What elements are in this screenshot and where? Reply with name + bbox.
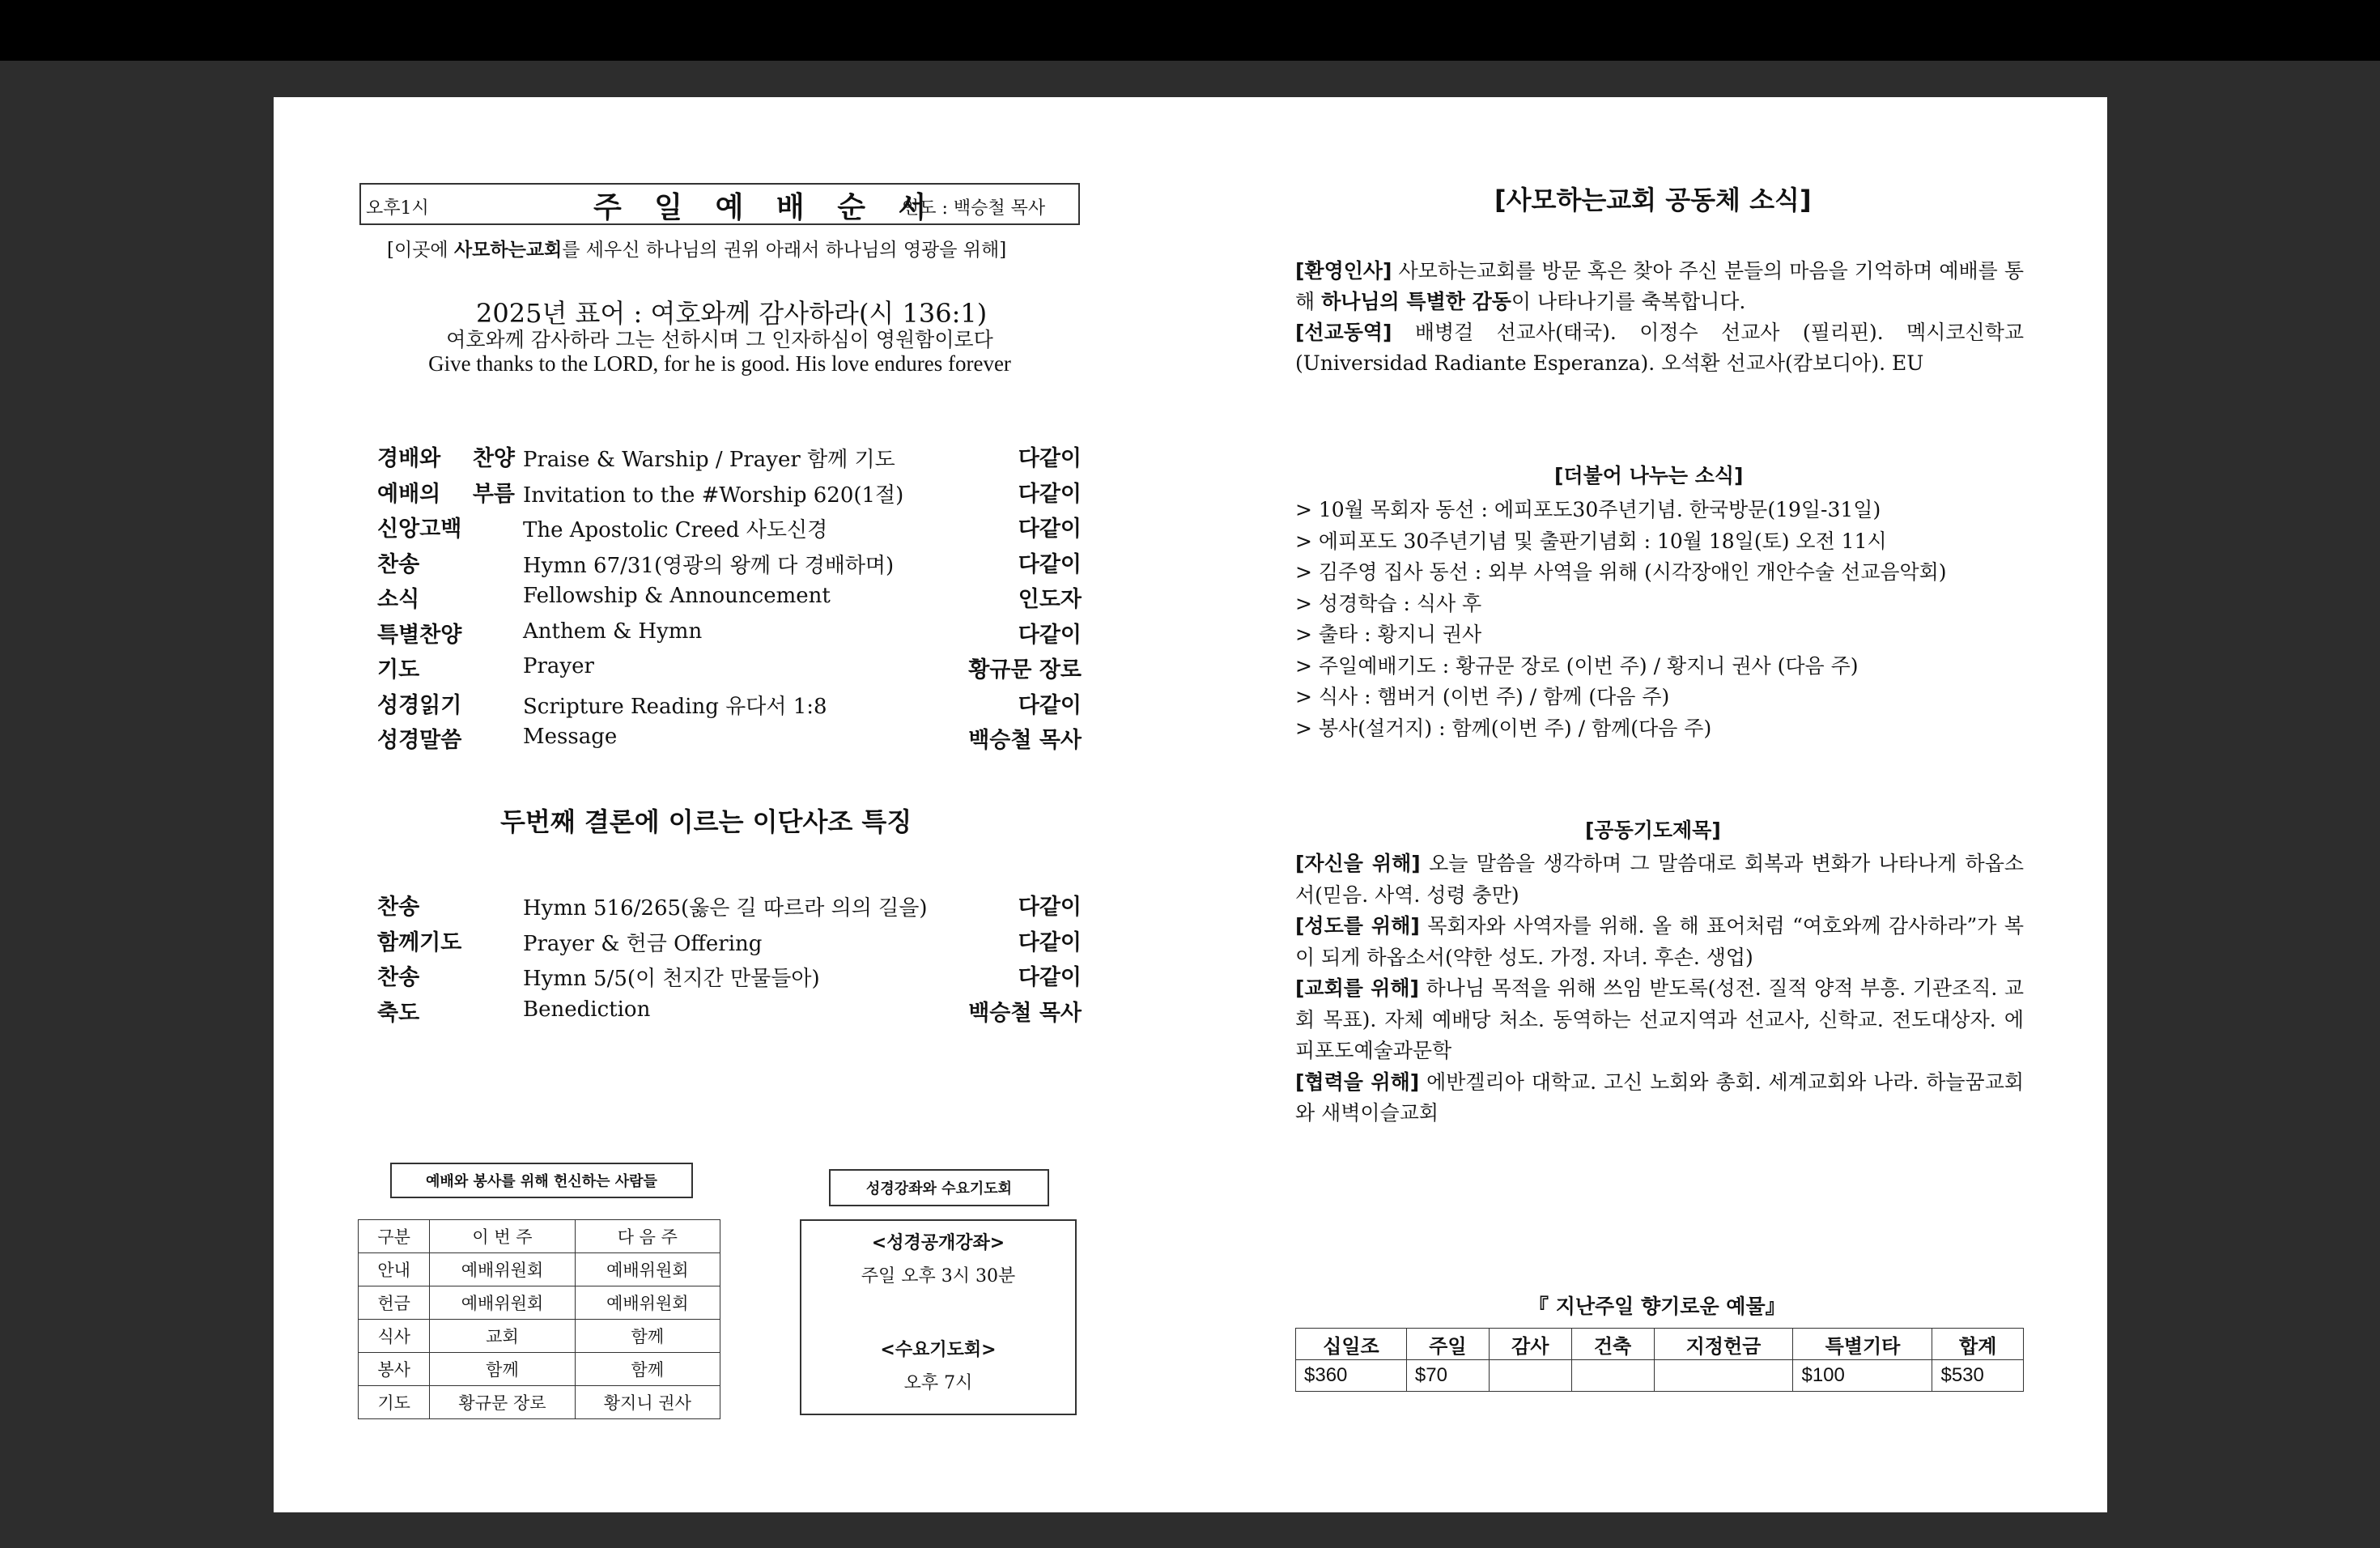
motto-english: Give thanks to the LORD, for he is good. His love endures forever [428, 351, 1011, 376]
worship-order-row [377, 511, 1082, 543]
table-cell: 식사 [359, 1320, 430, 1353]
worship-order-leader: 황규문 장로 [968, 657, 1082, 683]
serve-header: 구분 [359, 1220, 430, 1253]
worship-order-leader: 백승철 목사 [968, 728, 1082, 753]
worship-order-label: 신앙고백 [377, 517, 462, 542]
header-subtitle: [이곳에 사모하는교회를 세우신 하나님의 권위 아래서 하나님의 영광을 위해] [387, 240, 1007, 261]
worship-order-leader: 인도자 [1018, 587, 1082, 612]
worship-order-row [377, 652, 1082, 684]
table-cell: 안내 [359, 1253, 430, 1286]
worship-order-description: Fellowship & Announcement [523, 584, 831, 608]
table-cell: 봉사 [359, 1353, 430, 1386]
sharing-title: [더불어 나누는 소식] [1554, 464, 1744, 487]
worship-order-description: Hymn 5/5(이 천지간 만물들아) [523, 967, 820, 991]
worship-order-label: 찬송 [377, 895, 420, 920]
offering-header: 주일 [1406, 1329, 1489, 1360]
prayer-paragraph: [자신을 위해] 오늘 말씀을 생각하며 그 말씀대로 회복과 변화가 나타나게 하옵소서(믿음. 사역. 성령 충만) [성도를 위해] 목회자와 사역자를 위해. 올 해 표어처럼 “여호와께 감사하라”가 복이 되게 하옵소서(약한 성도. 가정. 자녀. 후손. 생업) [교회를 위해] 하나님 목적을 위해 쓰임 받도록(성전. 질적 양적 부흥. 기관조직. 교회 목표). 자체 예배당 처소. 동역하는 선교지역과 선교사, 신학교. 전도대상자. 에피포도예술과문학 [협력을 위해] 에반겔리아 대학교. 고신 노회와 총회. 세계교회와 나라. 하늘꿈교회와 새벽이슬교회 [1295, 852, 2025, 1125]
serve-label: 예배와 봉사를 위해 헌신하는 사람들 [390, 1163, 693, 1198]
wednesday-prayer-title: <수요기도회> [880, 1340, 997, 1360]
community-title: [사모하는교회 공동체 소식] [1494, 185, 1812, 215]
offering-value: $530 [1932, 1360, 2024, 1392]
worship-order-description: The Apostolic Creed 사도신경 [523, 518, 828, 542]
worship-order-leader: 다같이 [1018, 929, 1082, 955]
bulletin-page [274, 97, 2107, 1512]
worship-order-leader: 백승철 목사 [968, 1000, 1082, 1026]
worship-order-description: Hymn 67/31(영광의 왕께 다 경배하며) [523, 553, 895, 578]
table-cell: 예배위원회 [575, 1286, 720, 1320]
worship-order-label: 함께기도 [377, 929, 462, 955]
table-row [359, 1320, 720, 1353]
table-cell: 함께 [575, 1320, 720, 1353]
offering-value [1654, 1360, 1793, 1392]
worship-order-row [377, 581, 1082, 614]
table-cell: 황지니 권사 [575, 1386, 720, 1419]
table-cell: 함께 [575, 1353, 720, 1386]
table-cell: 예배위원회 [575, 1253, 720, 1286]
offering-header: 건축 [1571, 1329, 1654, 1360]
list-item: > 출타 : 황지니 권사 [1295, 623, 1482, 646]
worship-order-label: 찬송 [377, 551, 420, 577]
motto-korean: 여호와께 감사하라 그는 선하시며 그 인자하심이 영원함이로다 [446, 328, 993, 351]
worship-order-description: Hymn 516/265(옳은 길 따르라 의의 길을) [523, 896, 928, 921]
table-cell: 예배위원회 [430, 1253, 575, 1286]
worship-order-description: Praise & Warship / Prayer 함께 기도 [523, 448, 895, 472]
worship-order-description: Anthem & Hymn [523, 619, 703, 644]
serve-table [358, 1219, 720, 1419]
top-bar [0, 0, 2380, 61]
motto-title: 2025년 표어 : 여호와께 감사하라(시 136:1) [476, 298, 988, 329]
worship-order-label: 예배의 부름 [377, 481, 515, 507]
worship-order-row [377, 440, 1082, 473]
serve-header: 이 번 주 [430, 1220, 575, 1253]
table-cell: 황규문 장로 [430, 1386, 575, 1419]
table-cell: 교회 [430, 1320, 575, 1353]
list-item: > 식사 : 햄버거 (이번 주) / 함께 (다음 주) [1295, 685, 1670, 708]
offering-value: $70 [1406, 1360, 1489, 1392]
offering-header: 합계 [1932, 1329, 2024, 1360]
worship-order-row [377, 617, 1082, 649]
worship-order-leader: 다같이 [1018, 551, 1082, 577]
offering-value [1489, 1360, 1571, 1392]
offering-header: 감사 [1489, 1329, 1571, 1360]
worship-order-label: 경배와 찬양 [377, 446, 515, 471]
worship-order-row [377, 546, 1082, 579]
worship-order-row [377, 959, 1082, 992]
worship-order-description: Benediction [523, 997, 651, 1022]
worship-order-description: Invitation to the #Worship 620(1절) [523, 483, 904, 508]
worship-order-label: 찬송 [377, 965, 420, 990]
table-row [359, 1286, 720, 1320]
list-item: > 김주영 집사 동선 : 외부 사역을 위해 (시각장애인 개안수술 선교음악회) [1295, 560, 1947, 584]
worship-order-row [377, 722, 1082, 755]
offering-header: 지정헌금 [1654, 1329, 1793, 1360]
table-cell: 예배위원회 [430, 1286, 575, 1320]
worship-order-leader: 다같이 [1018, 692, 1082, 718]
worship-order-leader: 다같이 [1018, 965, 1082, 990]
offering-title: 『 지난주일 향기로운 예물』 [1528, 1295, 1786, 1318]
study-label: 성경강좌와 수요기도회 [829, 1169, 1049, 1206]
worship-order-label: 특별찬양 [377, 622, 462, 648]
prayer-title: [공동기도제목] [1585, 819, 1721, 842]
worship-order-description: Prayer & 헌금 Offering [523, 931, 763, 956]
table-row [359, 1253, 720, 1286]
worship-order-leader: 다같이 [1018, 446, 1082, 471]
bible-lecture-time: 주일 오후 3시 30분 [861, 1266, 1016, 1286]
bible-lecture-title: <성경공개강좌> [871, 1233, 1005, 1253]
leader: 인도 : 백승철 목사 [902, 198, 1046, 219]
worship-order-label: 축도 [377, 1000, 420, 1026]
offering-header: 특별기타 [1793, 1329, 1932, 1360]
offering-value: $360 [1296, 1360, 1407, 1392]
service-time: 오후1시 [366, 198, 429, 219]
table-cell: 헌금 [359, 1286, 430, 1320]
offering-value: $100 [1793, 1360, 1932, 1392]
table-row [359, 1353, 720, 1386]
worship-order-label: 성경읽기 [377, 692, 462, 718]
worship-order-row [377, 925, 1082, 957]
worship-order-row [377, 889, 1082, 921]
study-box [800, 1219, 1077, 1415]
page-title: 주 일 예 배 순 서 [593, 190, 938, 224]
list-item: > 주일예배기도 : 황규문 장로 (이번 주) / 황지니 권사 (다음 주) [1295, 653, 1859, 678]
worship-order-label: 성경말씀 [377, 728, 462, 753]
serve-header: 다 음 주 [575, 1220, 720, 1253]
worship-order-row [377, 995, 1082, 1027]
wednesday-prayer-time: 오후 7시 [903, 1373, 973, 1393]
sermon-title: 두번째 결론에 이르는 이단사조 특징 [500, 806, 912, 837]
worship-order-leader: 다같이 [1018, 895, 1082, 920]
table-row [359, 1386, 720, 1419]
offering-header: 십일조 [1296, 1329, 1407, 1360]
worship-order-row [377, 476, 1082, 508]
worship-order-description: Message [523, 725, 618, 749]
list-item: > 10월 목회자 동선 : 에피포도30주년기념. 한국방문(19일-31일) [1295, 498, 1881, 521]
table-cell: 기도 [359, 1386, 430, 1419]
offering-value [1571, 1360, 1654, 1392]
list-item: > 성경학습 : 식사 후 [1295, 591, 1482, 615]
worship-order-label: 소식 [377, 587, 420, 612]
worship-order-leader: 다같이 [1018, 622, 1082, 648]
worship-order-leader: 다같이 [1018, 517, 1082, 542]
list-item: > 봉사(설거지) : 함께(이번 주) / 함께(다음 주) [1295, 716, 1712, 740]
offering-table [1295, 1328, 2024, 1392]
mission-paragraph: [선교동역] 배병걸 선교사(태국). 이정수 선교사 (필리핀). 멕시코신학교(Universidad Radiante Esperanza). 오석환 선교사(캄보디아). EU [1295, 321, 2024, 375]
worship-order-description: Scripture Reading 유다서 1:8 [523, 694, 827, 719]
list-item: > 에피포도 30주년기념 및 출판기념회 : 10월 18일(토) 오전 11시 [1295, 529, 1887, 553]
worship-order-leader: 다같이 [1018, 481, 1082, 507]
worship-order-label: 기도 [377, 657, 420, 683]
worship-order-row [377, 687, 1082, 720]
welcome-paragraph: [환영인사] 사모하는교회를 방문 혹은 찾아 주신 분들의 마음을 기억하며 예배를 통해 하나님의 특별한 감동이 나타나기를 축복합니다. [1295, 259, 2024, 313]
worship-order-description: Prayer [523, 654, 594, 678]
table-cell: 함께 [430, 1353, 575, 1386]
